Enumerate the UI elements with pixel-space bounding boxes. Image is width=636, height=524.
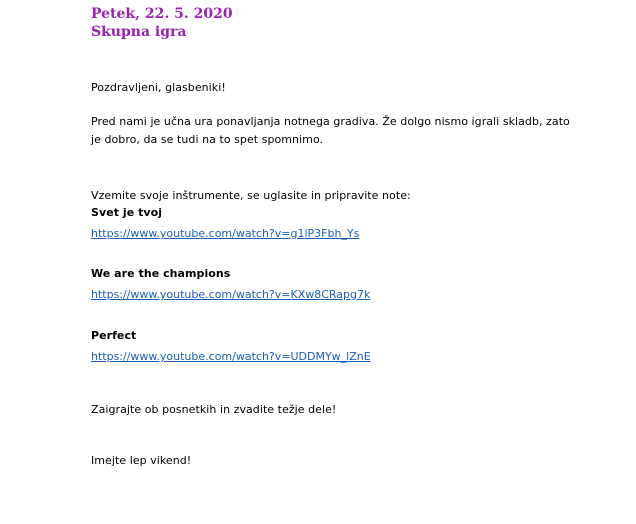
song-link[interactable]: https://www.youtube.com/watch?v=UDDMYw_lZnE bbox=[91, 350, 371, 363]
instructions-text: Vzemite svoje inštrumente, se uglasite in pripravite note: bbox=[91, 189, 411, 202]
song-title: We are the champions bbox=[91, 267, 231, 280]
song-link[interactable]: https://www.youtube.com/watch?v=g1lP3Fbh_Ys bbox=[91, 227, 360, 240]
document-header bbox=[91, 5, 233, 41]
song-title: Perfect bbox=[91, 329, 137, 342]
closing-text: Imejte lep vikend! bbox=[91, 454, 192, 467]
song-link[interactable]: https://www.youtube.com/watch?v=KXw8CRapg7k bbox=[91, 288, 371, 301]
intro-paragraph: Pred nami je učna ura ponavljanja notnega gradiva. Že dolgo nismo igrali skladb, zato je dobro, da se tudi na to spet spomnimo. bbox=[91, 115, 570, 146]
song-title: Svet je tvoj bbox=[91, 206, 163, 219]
song-item bbox=[91, 265, 370, 304]
page-title: Skupna igra bbox=[91, 24, 187, 40]
song-item bbox=[91, 204, 359, 243]
song-item bbox=[91, 327, 371, 366]
date-heading: Petek, 22. 5. 2020 bbox=[91, 6, 233, 22]
play-along-text: Zaigrajte ob posnetkih in zvadite težje dele! bbox=[91, 403, 337, 416]
greeting-text: Pozdravljeni, glasbeniki! bbox=[91, 81, 226, 94]
